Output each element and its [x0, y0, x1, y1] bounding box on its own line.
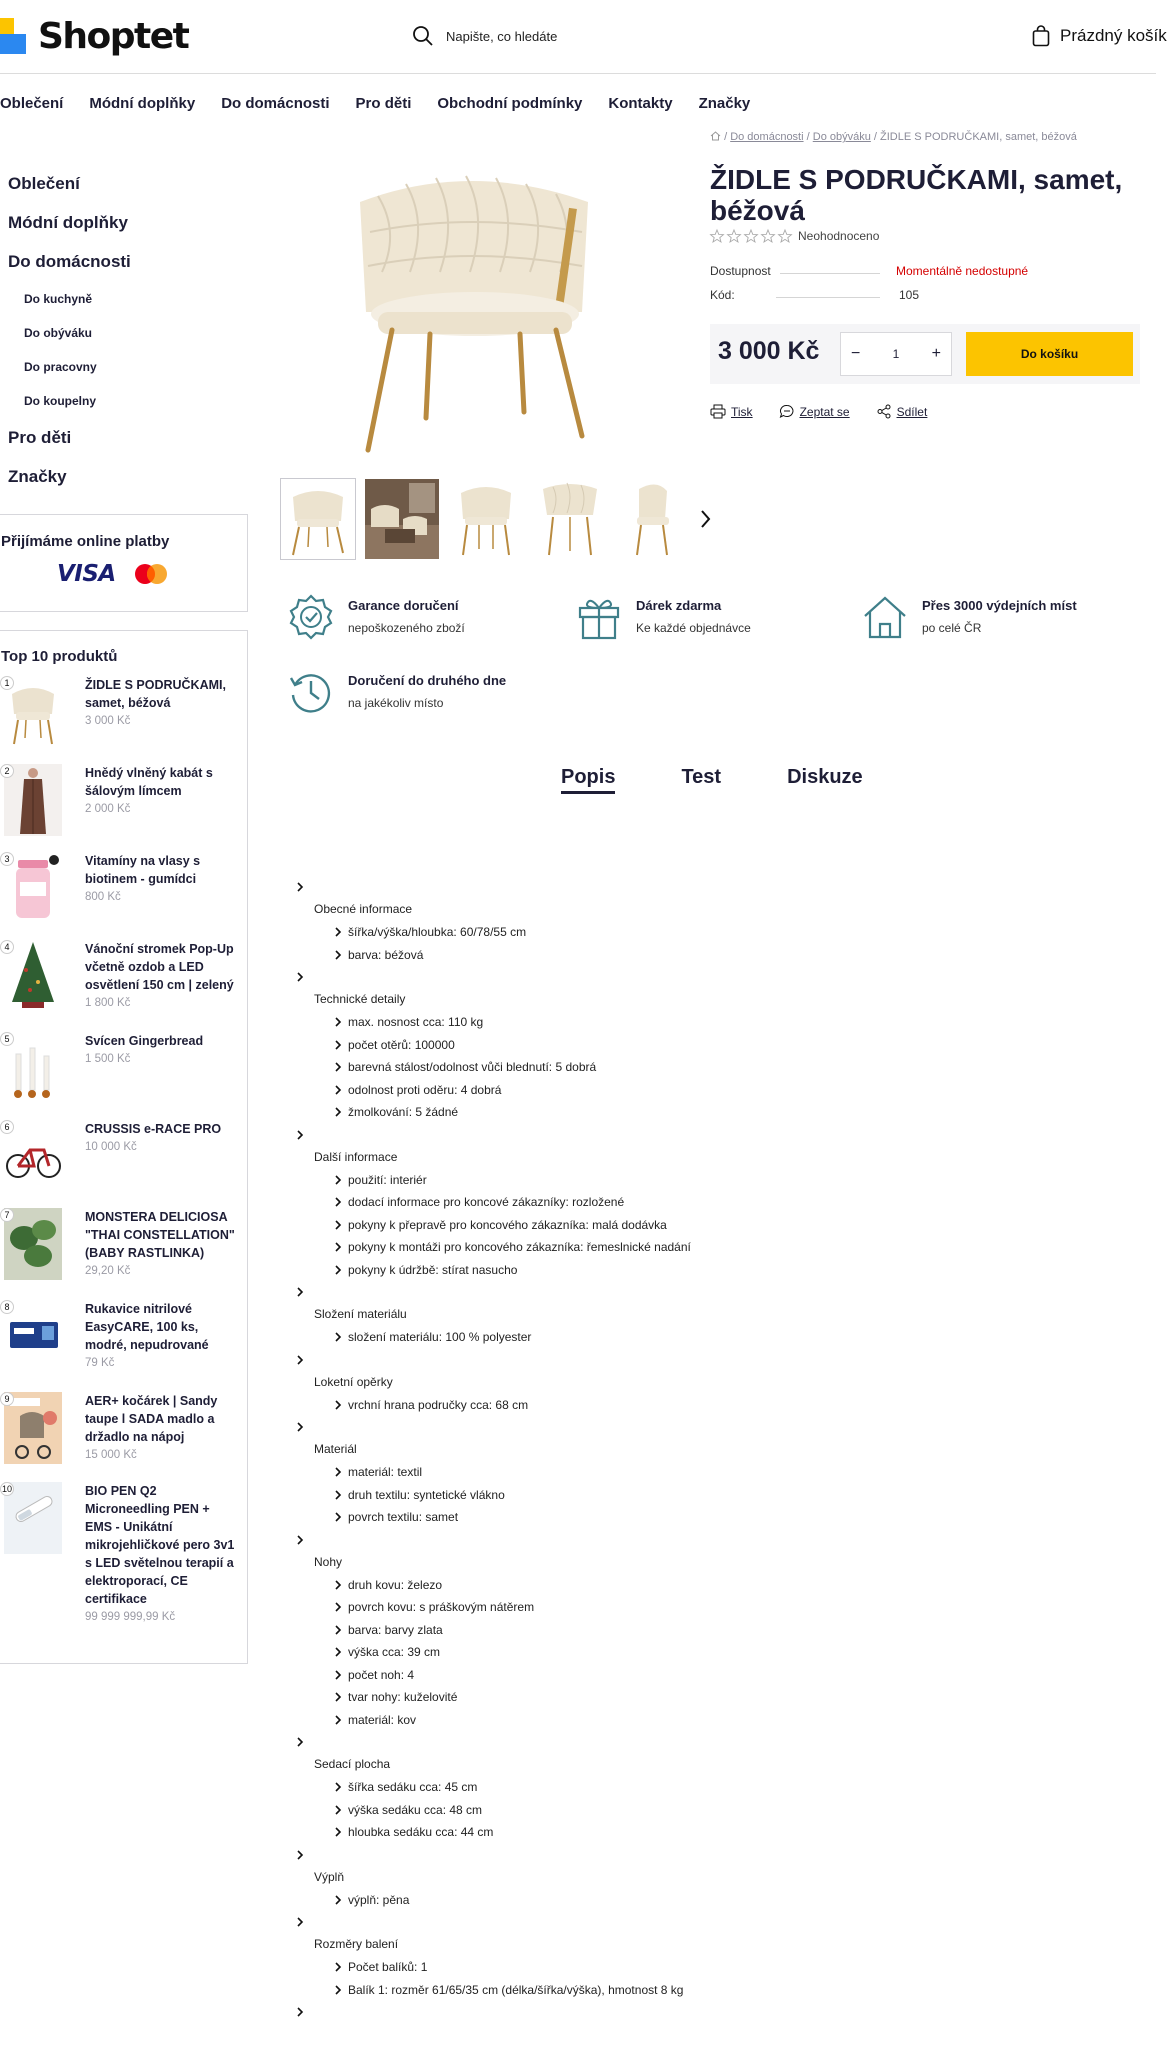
chevron-right-icon: [334, 1084, 342, 1096]
sidebar-subcategory[interactable]: Do kuchyně: [24, 292, 93, 306]
visa-logo: VISA: [57, 561, 116, 587]
parameter-item: [296, 1259, 1096, 1282]
chevron-right-icon: [334, 1624, 342, 1636]
benefit-title: Dárek zdarma: [636, 598, 722, 613]
clock-history-icon: [288, 669, 334, 715]
chevron-right-icon: [334, 1466, 342, 1478]
parameter-item: [296, 1079, 1096, 1102]
chevron-right-icon: [334, 1106, 342, 1118]
top-product-item[interactable]: [0, 1208, 240, 1296]
parameter-text: druh kovu: železo: [348, 1577, 443, 1592]
parameter-item: [296, 1821, 1096, 1844]
chevron-right-icon: [334, 1174, 342, 1186]
parameter-text: materiál: textil: [348, 1465, 423, 1480]
top-products-title: Top 10 produktů: [1, 648, 118, 665]
chevron-right-icon: [334, 1264, 342, 1276]
gift-icon: [576, 594, 622, 640]
benefit-text: Ke každé objednávce: [636, 621, 751, 635]
group-toggle-chevron-icon[interactable]: [296, 876, 1096, 898]
parameter-group-name: Materiál: [314, 1442, 357, 1456]
top-product-price: 15 000 Kč: [85, 1449, 137, 1461]
nav-item[interactable]: Módní doplňky: [89, 95, 196, 112]
chevron-right-icon: [334, 1016, 342, 1028]
parameter-item: [296, 1574, 1096, 1597]
parameter-group-name: Výplň: [314, 1869, 345, 1884]
top-product-item[interactable]: [0, 1120, 240, 1208]
mastercard-icon: [133, 562, 169, 586]
chevron-right-icon: [334, 1219, 342, 1231]
parameter-item: [296, 1214, 1096, 1237]
chevron-right-icon: [334, 1601, 342, 1613]
chevron-right-icon: [334, 1511, 342, 1523]
rank-badge: 7: [0, 1208, 14, 1222]
tab-diskuze[interactable]: Diskuze: [787, 766, 863, 788]
rank-badge: 1: [0, 676, 14, 690]
parameters-list: [296, 876, 1096, 2023]
parameter-group: [296, 1416, 1096, 1529]
rank-badge: 5: [0, 1032, 14, 1046]
parameter-group: [296, 1349, 1096, 1417]
group-toggle-chevron-icon[interactable]: [296, 2001, 1096, 2023]
parameter-item: [296, 1686, 1096, 1709]
parameter-text: šířka sedáku cca: 45 cm: [348, 1780, 478, 1795]
parameter-text: Počet balíků: 1: [348, 1960, 428, 1975]
rating-stars-icon: [710, 229, 794, 243]
ask-label: Zeptat se: [799, 404, 850, 419]
parameter-text: barva: barvy zlata: [348, 1622, 443, 1637]
rating-label: Neohodnoceno: [798, 229, 880, 243]
parameter-text: žmolkování: 5 žádné: [348, 1105, 459, 1120]
print-link[interactable]: [710, 404, 753, 419]
parameter-text: počet noh: 4: [348, 1667, 415, 1682]
chevron-right-icon: [334, 1241, 342, 1253]
top-product-price: 2 000 Kč: [85, 803, 131, 815]
gallery-thumbnail[interactable]: [533, 479, 607, 559]
benefit-text: po celé ČR: [922, 621, 982, 635]
top-product-item[interactable]: [0, 1300, 240, 1388]
top-product-item[interactable]: [0, 1482, 240, 1632]
rank-badge: 10: [1, 1484, 12, 1494]
parameter-text: povrch textilu: samet: [348, 1510, 459, 1525]
print-label: Tisk: [731, 404, 753, 419]
benefit-title: Přes 3000 výdejních míst: [922, 598, 1077, 613]
chevron-right-icon: [334, 1826, 342, 1838]
top-product-price: 99 999 999,99 Kč: [85, 1611, 176, 1623]
product-title: ŽIDLE S PODRUČKAMI, samet, béžová: [710, 164, 1123, 226]
top-product-name: MONSTERA DELICIOSA "THAI CONSTELLATION" (BABY RASTLINKA): [85, 1210, 235, 1260]
chat-bubble-icon: [779, 404, 795, 419]
parameter-group: [296, 1844, 1096, 1912]
parameter-text: dodací informace pro koncové zákazníky: rozložené: [348, 1195, 625, 1210]
sidebar-category[interactable]: Oblečení: [8, 174, 80, 193]
parameter-item: [296, 1979, 1096, 2002]
top-product-price: 79 Kč: [85, 1357, 115, 1369]
benefit-item: [576, 594, 751, 640]
printer-icon: [710, 404, 726, 419]
payments-box: [0, 514, 248, 612]
parameter-text: výška sedáku cca: 48 cm: [348, 1802, 483, 1817]
chevron-right-icon: [334, 1579, 342, 1591]
top-product-price: 800 Kč: [85, 891, 121, 903]
top-product-name: Hnědý vlněný kabát s šálovým límcem: [85, 766, 213, 798]
rating[interactable]: [710, 229, 879, 243]
logo-text: Shoptet: [38, 15, 189, 57]
search-placeholder: Napište, co hledáte: [446, 28, 558, 44]
parameter-item: [296, 1506, 1096, 1529]
parameter-group-name: Složení materiálu: [314, 1307, 407, 1321]
top-product-price: 1 500 Kč: [85, 1053, 131, 1065]
chevron-right-icon: [334, 926, 342, 938]
availability-divider: [780, 273, 880, 274]
gallery-thumbnail[interactable]: [281, 479, 355, 559]
top-product-price: 1 800 Kč: [85, 997, 131, 1009]
chevron-right-icon: [334, 949, 342, 961]
parameter-item: [296, 1034, 1096, 1057]
quantity-value[interactable]: 1: [892, 347, 900, 361]
benefit-text: nepoškozeného zboží: [348, 621, 465, 635]
parameter-group-name: Nohy: [314, 1554, 343, 1569]
group-toggle-chevron-icon[interactable]: [296, 1416, 1096, 1438]
parameter-text: vrchní hrana područky cca: 68 cm: [348, 1397, 529, 1412]
parameter-text: použití: interiér: [348, 1172, 427, 1187]
nav-item[interactable]: Do domácnosti: [221, 95, 330, 112]
rank-badge: 4: [0, 940, 14, 954]
chevron-right-icon: [334, 1804, 342, 1816]
group-toggle-chevron-icon[interactable]: [296, 1731, 1096, 1753]
chevron-right-icon: [334, 1691, 342, 1703]
top-product-name: CRUSSIS e-RACE PRO: [85, 1122, 222, 1136]
breadcrumb-link[interactable]: Do obýváku: [812, 131, 871, 143]
sidebar-category[interactable]: Do domácnosti: [8, 252, 131, 271]
sidebar-category[interactable]: Značky: [8, 467, 67, 486]
top-product-name: Rukavice nitrilové EasyCARE, 100 ks, modré, nepudrované: [85, 1302, 209, 1352]
rank-badge: 9: [0, 1392, 14, 1406]
top-product-name: Vitamíny na vlasy s biotinem - gumídci: [85, 854, 201, 886]
group-toggle-chevron-icon[interactable]: [296, 1529, 1096, 1551]
product-main-image[interactable]: [320, 162, 620, 462]
group-toggle-chevron-icon[interactable]: [296, 966, 1096, 988]
parameter-item: [296, 1056, 1096, 1079]
tab-test[interactable]: Test: [681, 766, 722, 788]
quantity-stepper[interactable]: [840, 332, 952, 376]
ask-link[interactable]: [779, 404, 850, 419]
top-product-name: AER+ kočárek | Sandy taupe l SADA madlo a držadlo na nápoj: [85, 1394, 218, 1444]
parameter-text: počet otěrů: 100000: [348, 1037, 455, 1052]
benefit-text: na jakékoliv místo: [348, 696, 444, 710]
availability-value: Momentálně nedostupné: [896, 264, 1029, 278]
top-product-name: Svícen Gingerbread: [85, 1034, 204, 1048]
parameter-text: pokyny k montáži pro koncového zákazníka: řemeslnické nadání: [348, 1240, 691, 1255]
chevron-right-icon: [334, 1039, 342, 1051]
breadcrumb: [710, 131, 1077, 143]
main-nav: [0, 92, 776, 116]
sidebar-category[interactable]: Módní doplňky: [8, 213, 128, 232]
breadcrumb-separator: /: [806, 131, 810, 143]
parameter-item: [296, 1664, 1096, 1687]
breadcrumb-separator: /: [873, 131, 877, 143]
badge-check-icon: [288, 594, 334, 640]
parameter-group-name: Technické detaily: [314, 992, 406, 1006]
parameter-text: šířka/výška/hloubka: 60/78/55 cm: [348, 925, 527, 940]
parameter-item: [296, 1191, 1096, 1214]
parameter-text: materiál: kov: [348, 1712, 417, 1727]
benefit-item: [862, 594, 1077, 640]
chevron-right-icon: [334, 1894, 342, 1906]
product-actions: [710, 404, 927, 419]
logo[interactable]: [0, 14, 188, 58]
top-product-item[interactable]: [0, 764, 240, 852]
increase-button[interactable]: +: [931, 345, 941, 362]
parameter-item: [296, 944, 1096, 967]
share-label: Sdílet: [896, 404, 928, 419]
top-product-name: Vánoční stromek Pop-Up včetně ozdob a LED osvětlení 150 cm | zelený: [85, 942, 234, 992]
share-link[interactable]: [876, 404, 928, 419]
nav-item[interactable]: Kontakty: [608, 95, 673, 112]
parameter-text: barva: béžová: [348, 947, 424, 962]
search-bar[interactable]: [412, 18, 557, 54]
parameter-group: [296, 1529, 1096, 1732]
parameter-item: [296, 1011, 1096, 1034]
gallery-thumbnails: [281, 479, 713, 559]
parameter-group: [296, 1911, 1096, 2001]
parameter-item: [296, 1641, 1096, 1664]
sidebar-subcategory[interactable]: Do obýváku: [24, 326, 93, 340]
rank-badge: 3: [0, 852, 14, 866]
sidebar-category[interactable]: Pro děti: [8, 428, 72, 447]
breadcrumb-current: ŽIDLE S PODRUČKAMI, samet, béžová: [880, 131, 1077, 143]
decrease-button[interactable]: −: [851, 345, 861, 362]
gallery-next-chevron-icon[interactable]: [699, 507, 713, 531]
parameter-item: [296, 1776, 1096, 1799]
nav-item[interactable]: Značky: [698, 95, 751, 112]
top-product-price: 10 000 Kč: [85, 1141, 137, 1153]
parameter-text: barevná stálost/odolnost vůči blednutí: 5 dobrá: [348, 1060, 597, 1075]
group-toggle-chevron-icon[interactable]: [296, 1911, 1096, 1933]
chevron-right-icon: [334, 1646, 342, 1658]
shopping-bag-icon: [1032, 25, 1050, 47]
group-toggle-chevron-icon[interactable]: [296, 1349, 1096, 1371]
parameter-item: [296, 1709, 1096, 1732]
parameter-item: [296, 1169, 1096, 1192]
benefit-title: Doručení do druhého dne: [348, 673, 507, 688]
parameter-text: Balík 1: rozměr 61/65/35 cm (délka/šířka/výška), hmotnost 8 kg: [348, 1982, 684, 1997]
nav-item[interactable]: Obchodní podmínky: [437, 95, 583, 112]
parameter-group: [296, 1731, 1096, 1844]
code-divider: [776, 297, 880, 298]
logo-mark-icon: [0, 18, 30, 54]
parameter-item: [296, 1799, 1096, 1822]
breadcrumb-link[interactable]: Do domácnosti: [730, 131, 804, 143]
parameter-text: složení materiálu: 100 % polyester: [348, 1330, 532, 1345]
benefit-item: [288, 669, 506, 715]
sidebar-subcategory[interactable]: Do koupelny: [24, 394, 97, 408]
chevron-right-icon: [334, 1399, 342, 1411]
parameter-item: [296, 1619, 1096, 1642]
top-product-item[interactable]: [0, 852, 240, 940]
parameter-group-name: Rozměry balení: [314, 1937, 399, 1951]
code-value: 105: [899, 288, 920, 302]
group-toggle-chevron-icon[interactable]: [296, 1124, 1096, 1146]
gallery-thumbnail[interactable]: [449, 479, 523, 559]
top-product-price: 3 000 Kč: [85, 715, 131, 727]
home-icon[interactable]: [710, 131, 721, 141]
rank-badge: 6: [0, 1120, 14, 1134]
breadcrumb-separator: /: [724, 131, 728, 143]
product-price: 3 000 Kč: [718, 337, 820, 365]
parameter-text: výplň: pěna: [348, 1892, 410, 1907]
parameter-group: [296, 1281, 1096, 1349]
parameter-group-name: Další informace: [314, 1149, 398, 1164]
benefit-item: [288, 594, 465, 640]
add-to-cart-button[interactable]: Do košíku: [966, 332, 1133, 376]
chevron-right-icon: [334, 1061, 342, 1073]
parameter-item: [296, 1956, 1096, 1979]
benefit-title: Garance doručení: [348, 598, 459, 613]
chevron-right-icon: [334, 1781, 342, 1793]
top-product-item[interactable]: [0, 940, 240, 1028]
top-product-item[interactable]: [0, 676, 240, 764]
house-icon: [862, 594, 908, 640]
parameter-item: [296, 1326, 1096, 1349]
product-tabs: [561, 766, 863, 794]
nav-item[interactable]: Oblečení: [0, 95, 64, 112]
nav-item[interactable]: Pro děti: [355, 95, 412, 112]
parameter-text: povrch kovu: s práškovým nátěrem: [348, 1600, 535, 1615]
parameter-text: tvar nohy: kuželovité: [348, 1690, 458, 1705]
top-product-item[interactable]: [0, 1392, 240, 1480]
chevron-right-icon: [334, 1331, 342, 1343]
parameter-item: [296, 1236, 1096, 1259]
search-icon: [412, 25, 434, 47]
gallery-thumbnail[interactable]: [617, 479, 691, 559]
share-icon: [876, 404, 892, 419]
parameter-group: [296, 966, 1096, 1124]
group-toggle-chevron-icon[interactable]: [296, 1844, 1096, 1866]
sidebar-subcategory[interactable]: Do pracovny: [24, 360, 97, 374]
parameter-item: [296, 1461, 1096, 1484]
chevron-right-icon: [334, 1489, 342, 1501]
parameter-text: odolnost proti oděru: 4 dobrá: [348, 1082, 502, 1097]
availability-label: Dostupnost: [710, 264, 771, 278]
parameter-group-name: Sedací plocha: [314, 1757, 391, 1771]
parameter-text: hloubka sedáku cca: 44 cm: [348, 1825, 494, 1840]
top-product-price: 29,20 Kč: [85, 1265, 131, 1277]
parameter-item: [296, 1101, 1096, 1124]
chevron-right-icon: [334, 1984, 342, 1996]
top-product-name: BIO PEN Q2 Microneedling PEN + EMS - Unikátní mikrojehličkové pero 3v1 s LED světelnou terapií a elektroporací, CE certifikace: [85, 1484, 235, 1606]
payments-title: Přijímáme online platby: [1, 533, 170, 550]
top-product-name: ŽIDLE S PODRUČKAMI, samet, béžová: [85, 678, 226, 710]
chevron-right-icon: [334, 1669, 342, 1681]
cart-label: Prázdný košík: [1060, 26, 1167, 45]
parameter-item: [296, 1596, 1096, 1619]
parameter-text: výška cca: 39 cm: [348, 1645, 441, 1660]
parameter-group: [296, 876, 1096, 966]
top-product-item[interactable]: [0, 1032, 240, 1120]
parameter-item: [296, 1889, 1096, 1912]
group-toggle-chevron-icon[interactable]: [296, 1281, 1096, 1303]
rank-badge: 8: [0, 1300, 14, 1314]
parameter-item: [296, 1394, 1096, 1417]
cart-button[interactable]: [1032, 18, 1167, 54]
parameter-item: [296, 921, 1096, 944]
parameter-text: druh textilu: syntetické vlákno: [348, 1487, 505, 1502]
chevron-right-icon: [334, 1196, 342, 1208]
parameter-group: [296, 1124, 1096, 1282]
parameter-text: pokyny k přepravě pro koncového zákazníka: malá dodávka: [348, 1217, 667, 1232]
parameter-group-name: Loketní opěrky: [314, 1374, 393, 1389]
code-label: Kód:: [710, 288, 735, 302]
chevron-right-icon: [334, 1961, 342, 1973]
parameter-text: pokyny k údržbě: stírat nasucho: [348, 1262, 518, 1277]
tab-popis[interactable]: Popis: [561, 766, 615, 794]
parameter-text: max. nosnost cca: 110 kg: [348, 1015, 484, 1030]
rank-badge: 2: [0, 764, 14, 778]
chevron-right-icon: [334, 1714, 342, 1726]
gallery-thumbnail[interactable]: [365, 479, 439, 559]
parameter-item: [296, 1484, 1096, 1507]
parameter-group-name: Obecné informace: [314, 902, 413, 916]
